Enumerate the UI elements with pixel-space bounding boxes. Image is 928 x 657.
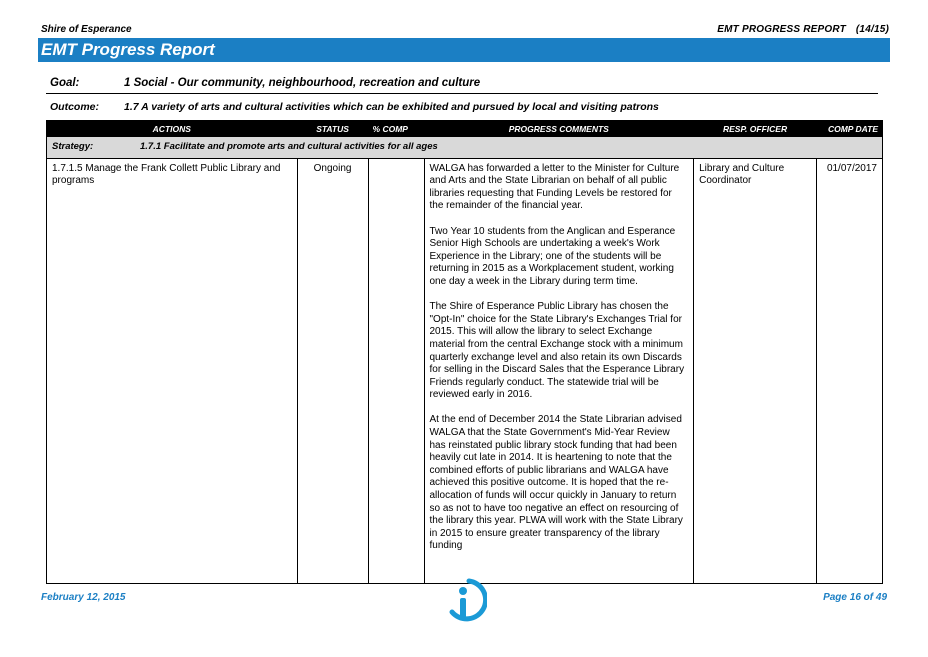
goal-divider [46, 93, 878, 94]
report-page-range: (14/15) [855, 24, 889, 35]
progress-table [46, 120, 883, 584]
org-name: Shire of Esperance [41, 24, 132, 35]
table-header-row [47, 121, 883, 137]
strategy-cell [47, 137, 883, 159]
col-comments: PROGRESS COMMENTS [424, 121, 694, 137]
goal-row [50, 77, 480, 89]
outcome-label: Outcome: [50, 101, 100, 113]
comment-paragraph: Two Year 10 students from the Anglican and Esperance Senior High Schools are undertaking a week's Work Experience in the Library; one of the students will be returning in 2015 as a Workplacement student, working one day a week in the Library during term time. [429, 225, 676, 287]
report-title-text: EMT PROGRESS REPORT [717, 24, 846, 35]
col-date: COMP DATE [816, 121, 882, 137]
comment-paragraph: WALGA has forwarded a letter to the Minister for Culture and Arts and the State Librarian on behalf of all public libraries requesting that Funding Levels be restored for the remainder of the financial year. [429, 162, 680, 212]
action-cell: 1.7.1.5 Manage the Frank Collett Public Library and programs [47, 158, 298, 583]
report-banner: EMT Progress Report [38, 38, 890, 62]
col-status: STATUS [297, 121, 368, 137]
report-title-small [717, 24, 889, 35]
goal-label: Goal: [50, 77, 80, 89]
shire-logo-icon [443, 578, 487, 622]
col-comp: % COMP [368, 121, 424, 137]
comment-paragraph: At the end of December 2014 the State Librarian advised WALGA that the State Government's Mid-Year Review has reinstated public library stock funding that had been heavily cut late in 2014. It is heartening to note that the combined efforts of public librarians and WALGA have achieved this positive outcome. It is hoped that the re-allocation of funds will occur quickly in January to return so as not to have too negative an effect on resourcing of the library this year. PLWA will work with the State Library in 2015 to ensure greater transparency of the library funding [429, 414, 683, 552]
col-actions: ACTIONS [47, 121, 298, 137]
comp-cell [368, 158, 424, 583]
comment-paragraph: The Shire of Esperance Public Library has chosen the "Opt-In" choice for the State Library's Exchanges Trial for 2015. This will allow the library to select Exchange material from the central Exchange stock with a minimum quarterly exchange level and also retain its own Discards for selling in the Discard Sales that the Esperance Library Friends regularly conduct. The statewide trial will be reviewed early in 2016. [429, 301, 685, 401]
footer-date: February 12, 2015 [41, 592, 126, 603]
strategy-row [47, 137, 883, 159]
strategy-label: Strategy: [52, 141, 94, 152]
officer-cell: Library and Culture Coordinator [694, 158, 817, 583]
outcome-row [50, 101, 659, 113]
footer-page-number: Page 16 of 49 [823, 592, 887, 603]
table-row [47, 158, 883, 583]
goal-text: 1 Social - Our community, neighbourhood, recreation and culture [124, 77, 481, 89]
col-officer: RESP. OFFICER [694, 121, 817, 137]
outcome-text: 1.7 A variety of arts and cultural activities which can be exhibited and pursued by local and visiting patrons [124, 101, 659, 113]
status-cell: Ongoing [297, 158, 368, 583]
date-cell: 01/07/2017 [816, 158, 882, 583]
comments-cell [424, 158, 694, 583]
strategy-text: 1.7.1 Facilitate and promote arts and cultural activities for all ages [140, 141, 438, 152]
